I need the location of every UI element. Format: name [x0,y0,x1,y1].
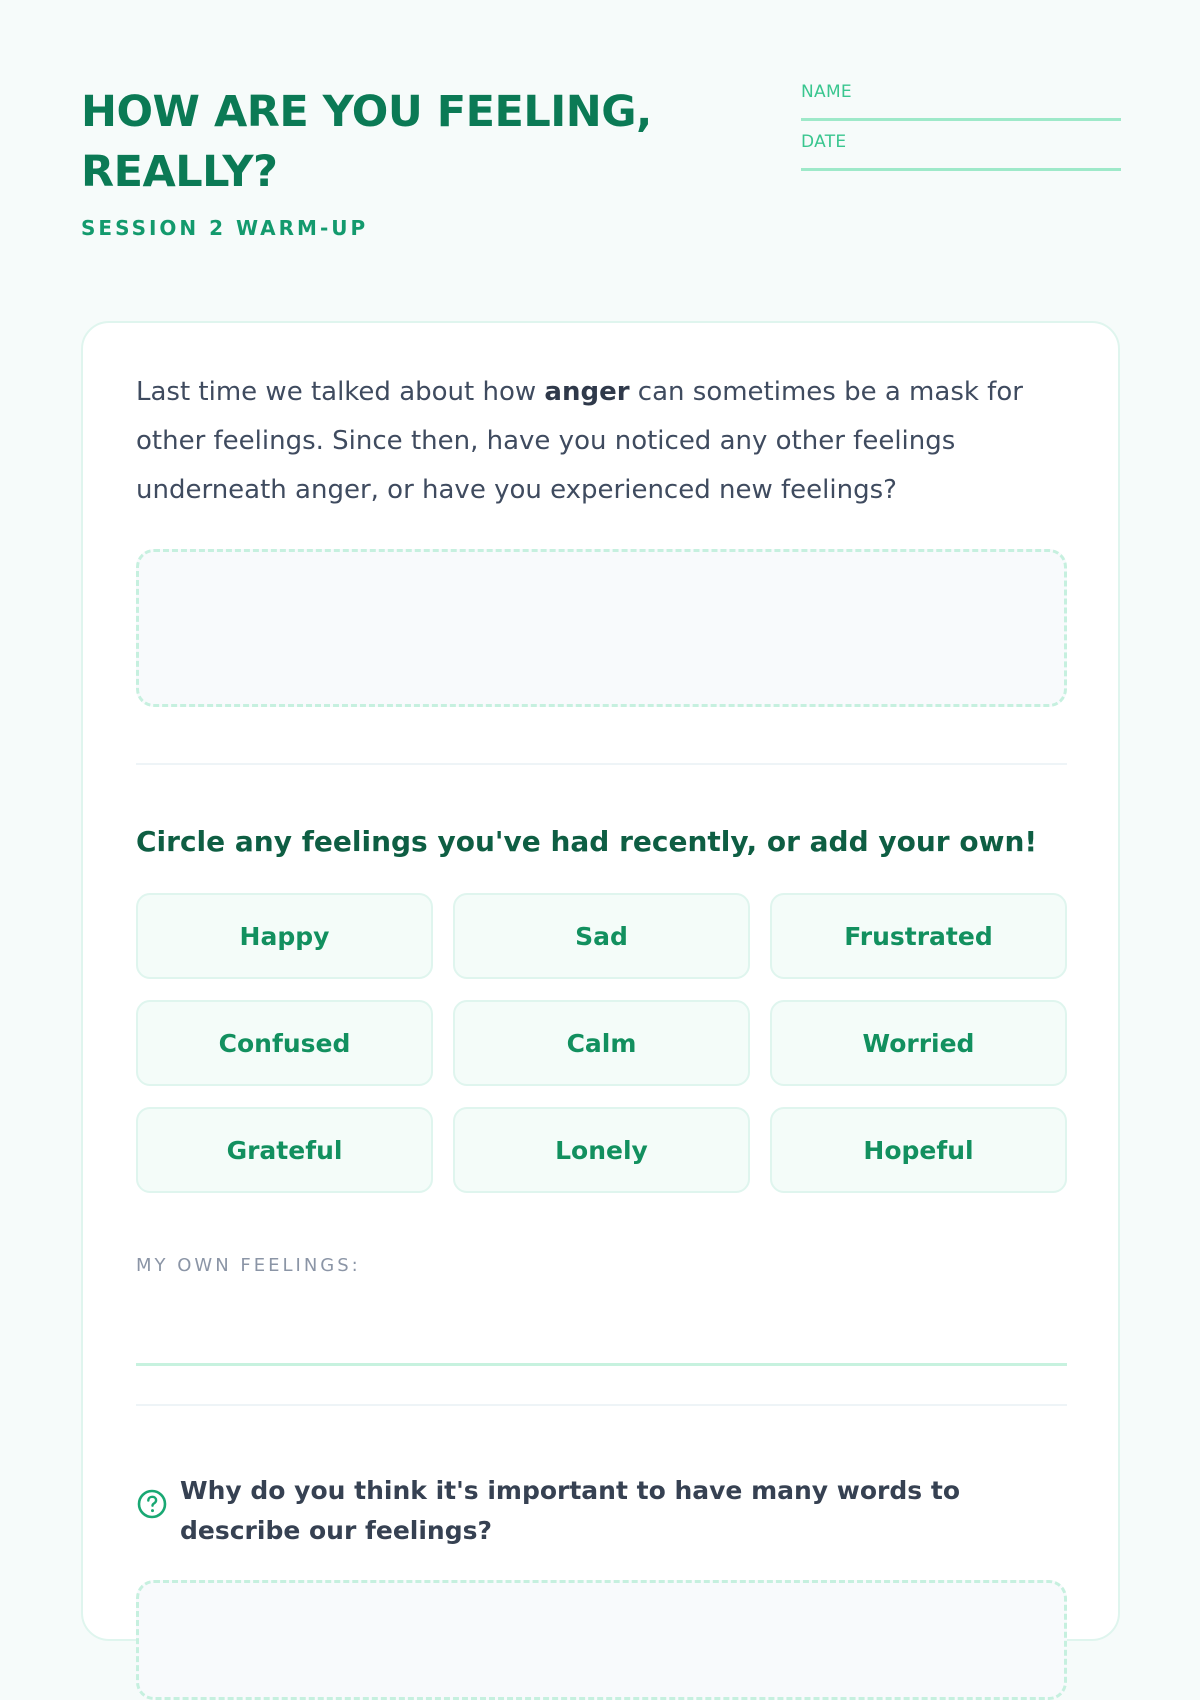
section-divider [136,763,1067,765]
page-title: HOW ARE YOU FEELING, REALLY? [81,87,652,197]
feeling-chip-grateful[interactable]: Grateful [136,1107,433,1193]
reflection-prompt [136,368,1056,515]
feeling-chip-confused[interactable]: Confused [136,1000,433,1086]
question-answer-box[interactable] [136,1580,1067,1700]
feelings-heading: Circle any feelings you've had recently, or add your own! [136,825,1038,858]
feeling-chip-hopeful[interactable]: Hopeful [770,1107,1067,1193]
own-feelings-input-line[interactable] [136,1363,1067,1366]
question-circle-icon [136,1488,168,1520]
feelings-grid [136,893,1067,1193]
student-info-fields [801,82,1121,182]
session-subtitle: SESSION 2 WARM-UP [81,216,369,240]
feeling-chip-calm[interactable]: Calm [453,1000,750,1086]
worksheet-header [81,82,1121,262]
prompt-text-start: Last time we talked about how [136,377,545,407]
own-feelings-label: MY OWN FEELINGS: [136,1255,361,1276]
prompt-emphasis-anger: anger [544,377,630,407]
question-text: Why do you think it's important to have many words to describe our feelings? [180,1476,960,1545]
feeling-chip-frustrated[interactable]: Frustrated [770,893,1067,979]
feeling-chip-lonely[interactable]: Lonely [453,1107,750,1193]
date-field-label: DATE [801,132,847,152]
feeling-chip-happy[interactable]: Happy [136,893,433,979]
prompt-text-end: can sometimes be a mask for other feelings. Since then, have you noticed any other feelings underneath anger, or have you experienced new feelings? [136,377,1023,505]
feeling-chip-sad[interactable]: Sad [453,893,750,979]
discussion-question [136,1471,1067,1551]
date-field[interactable] [801,132,1121,171]
worksheet-card [81,321,1120,1641]
name-field[interactable] [801,82,1121,121]
name-field-label: NAME [801,82,852,102]
section-divider [136,1404,1067,1406]
feeling-chip-worried[interactable]: Worried [770,1000,1067,1086]
reflection-answer-box[interactable] [136,549,1067,707]
